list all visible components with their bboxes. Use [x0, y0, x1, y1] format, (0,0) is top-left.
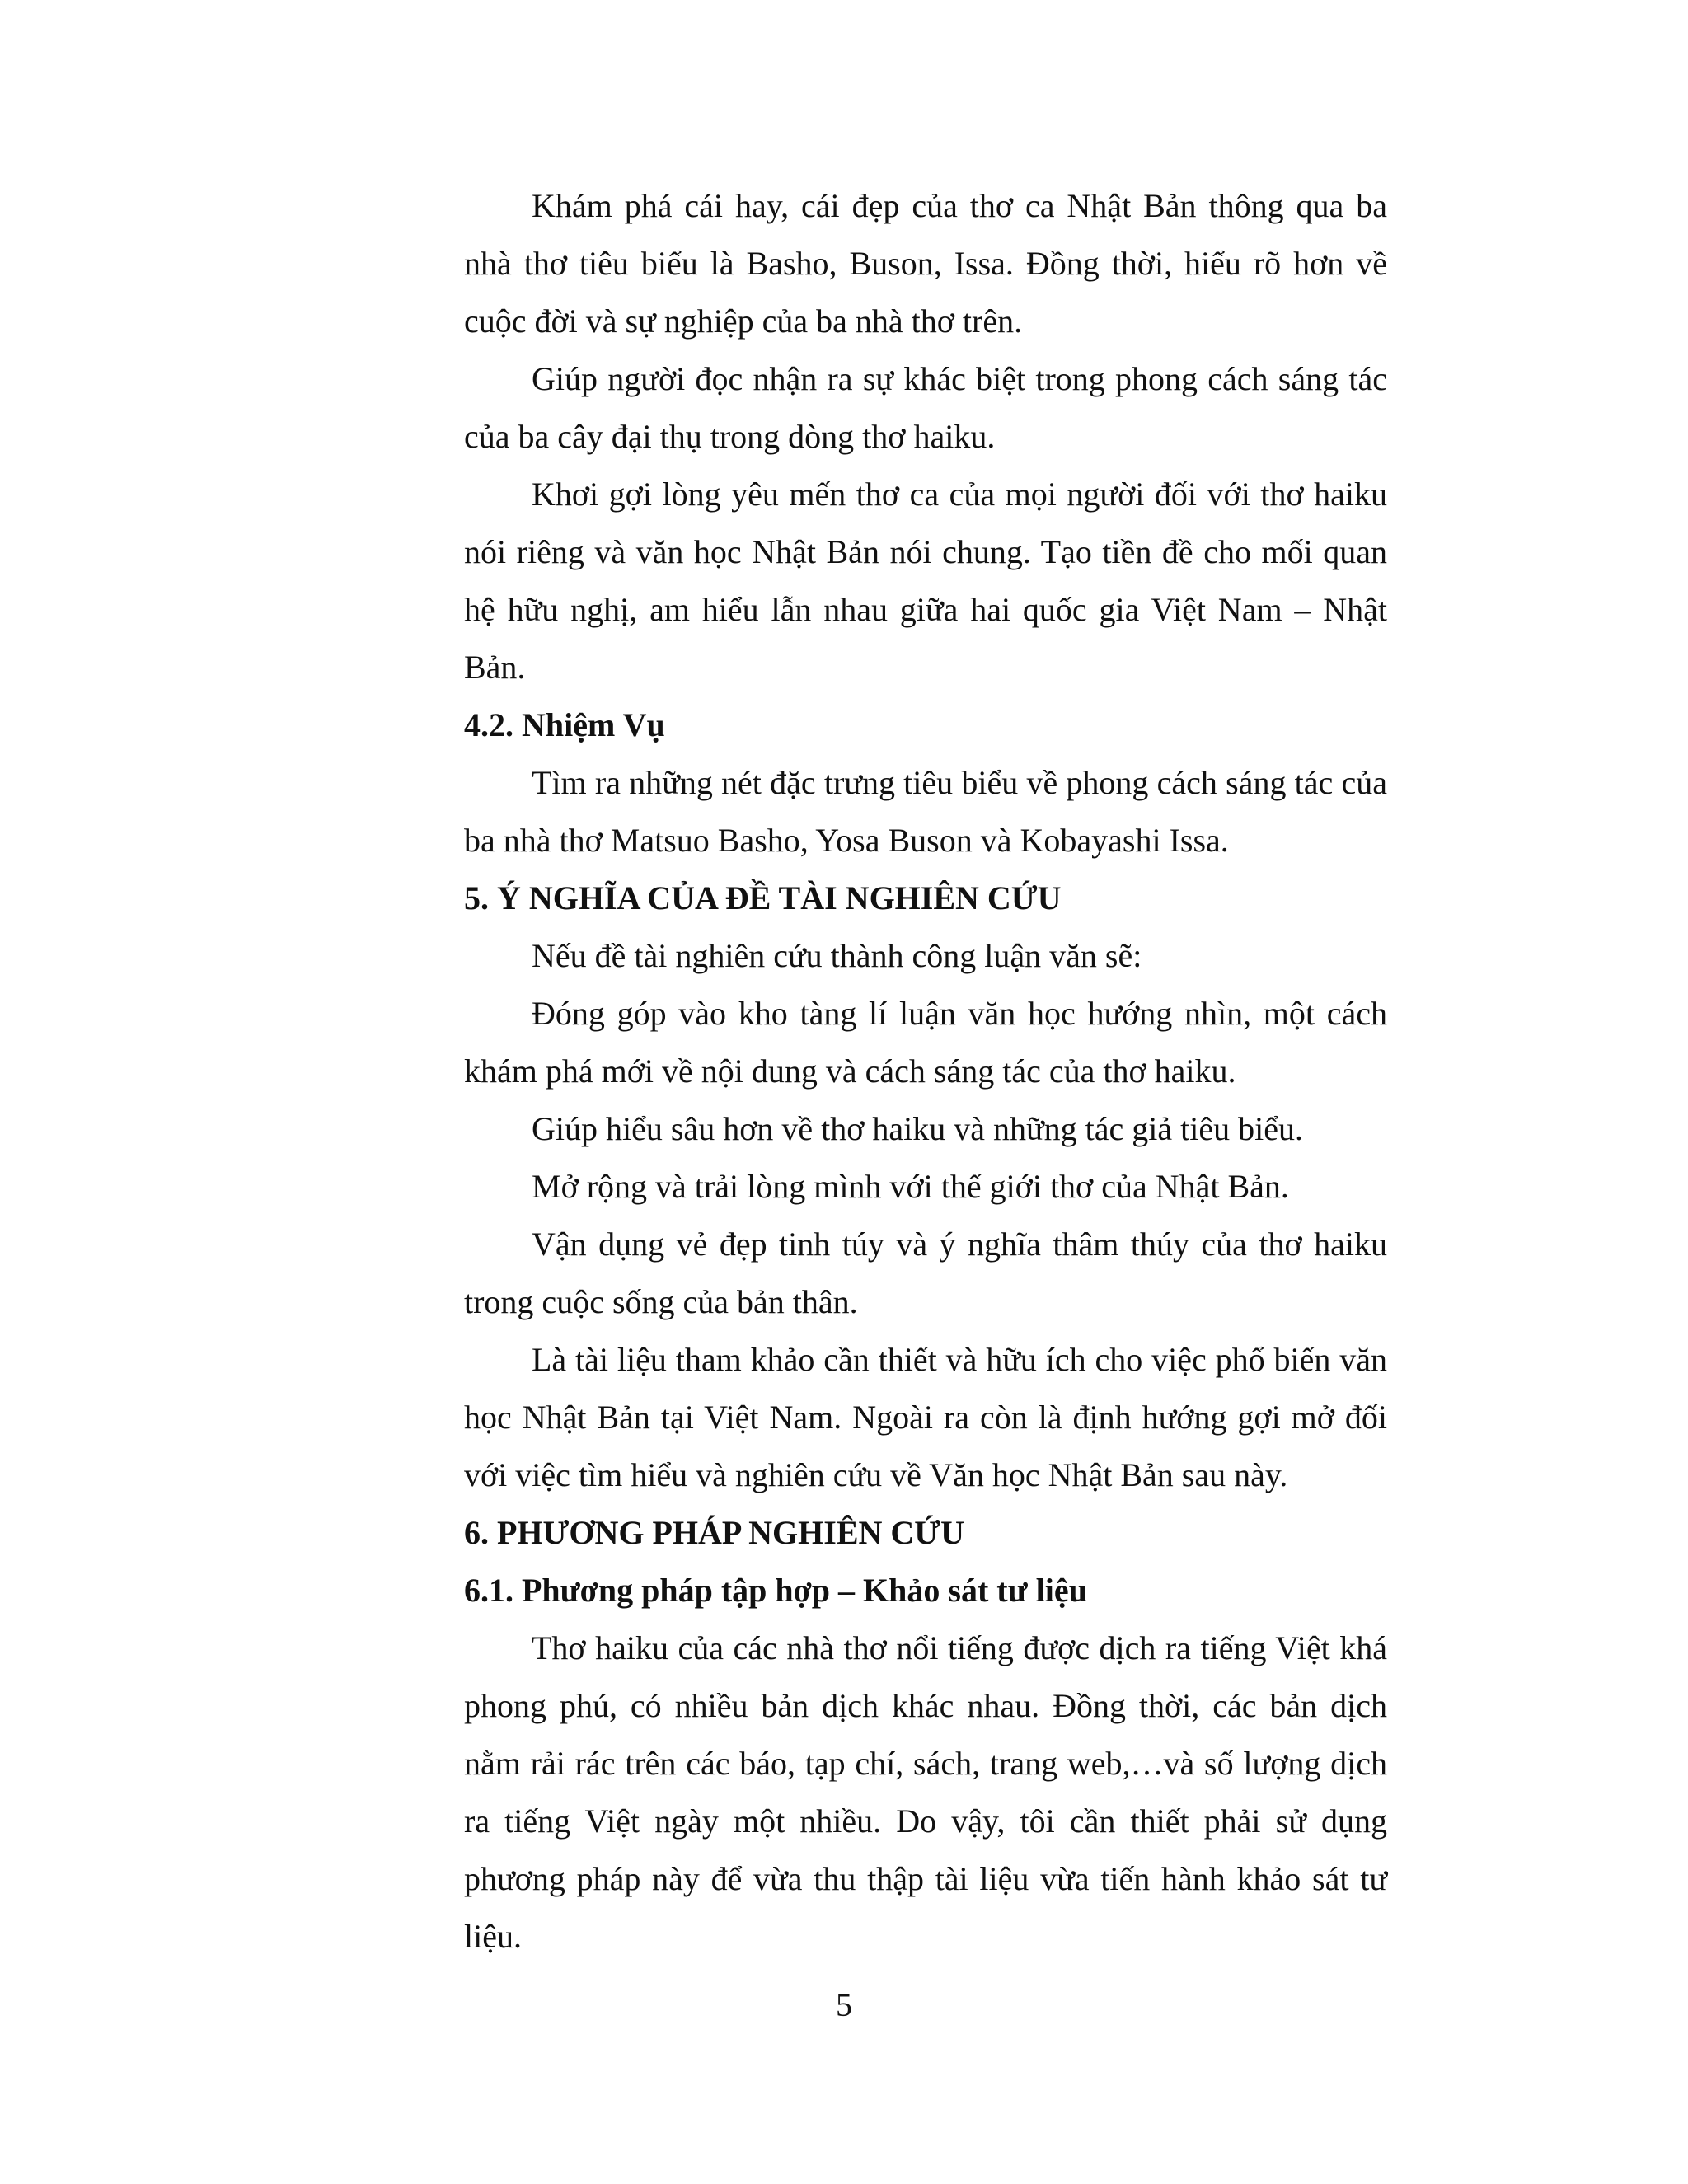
paragraph-significance-3: Mở rộng và trải lòng mình với thế giới thơ của Nhật Bản. — [532, 1168, 1289, 1205]
paragraph-significance-5: Là tài liệu tham khảo cần thiết và hữu ích cho việc phổ biến văn học Nhật Bản tại Việt Nam. Ngoài ra còn là định hướng gợi mở đối với việc tìm hiểu và nghiên cứu về Văn học Nhật Bản sau này. — [464, 1341, 1387, 1493]
section-heading-6-1: 6.1. Phương pháp tập hợp – Khảo sát tư liệu — [464, 1572, 1087, 1609]
paragraph-aims-1: Khám phá cái hay, cái đẹp của thơ ca Nhật Bản thông qua ba nhà thơ tiêu biểu là Basho, Buson, Issa. Đồng thời, hiểu rõ hơn về cuộc đời và sự nghiệp của ba nhà thơ trên. — [464, 187, 1387, 340]
paragraph-significance-2: Giúp hiểu sâu hơn về thơ haiku và những tác giả tiêu biểu. — [532, 1110, 1303, 1147]
paragraph-methods-1: Thơ haiku của các nhà thơ nổi tiếng được dịch ra tiếng Việt khá phong phú, có nhiều bản dịch khác nhau. Đồng thời, các bản dịch nằm rải rác trên các báo, tạp chí, sách, trang web,…và số lượng dịch ra tiếng Việt ngày một nhiều. Do vậy, tôi cần thiết phải sử dụng phương pháp này để vừa thu thập tài liệu vừa tiến hành khảo sát tư liệu. — [464, 1629, 1387, 1955]
document-body — [464, 177, 1387, 1966]
paragraph-significance-1: Đóng góp vào kho tàng lí luận văn học hướng nhìn, một cách khám phá mới về nội dung và cách sáng tác của thơ haiku. — [464, 995, 1387, 1090]
paragraph-significance-intro: Nếu đề tài nghiên cứu thành công luận văn sẽ: — [532, 937, 1142, 974]
paragraph-significance-4: Vận dụng vẻ đẹp tinh túy và ý nghĩa thâm thúy của thơ haiku trong cuộc sống của bản thân. — [464, 1226, 1387, 1320]
paragraph-aims-2: Giúp người đọc nhận ra sự khác biệt trong phong cách sáng tác của ba cây đại thụ trong dòng thơ haiku. — [464, 360, 1387, 455]
page-number: 5 — [836, 1986, 852, 2023]
paragraph-tasks: Tìm ra những nét đặc trưng tiêu biểu về phong cách sáng tác của ba nhà thơ Matsuo Basho, Yosa Buson và Kobayashi Issa. — [464, 764, 1387, 859]
section-heading-5: 5. Ý NGHĨA CỦA ĐỀ TÀI NGHIÊN CỨU — [464, 879, 1062, 916]
paragraph-aims-3: Khơi gợi lòng yêu mến thơ ca của mọi người đối với thơ haiku nói riêng và văn học Nhật Bản nói chung. Tạo tiền đề cho mối quan hệ hữu nghị, am hiểu lẫn nhau giữa hai quốc gia Việt Nam – Nhật Bản. — [464, 476, 1387, 686]
section-heading-6: 6. PHƯƠNG PHÁP NGHIÊN CỨU — [464, 1514, 965, 1551]
section-heading-4-2: 4.2. Nhiệm Vụ — [464, 706, 665, 743]
